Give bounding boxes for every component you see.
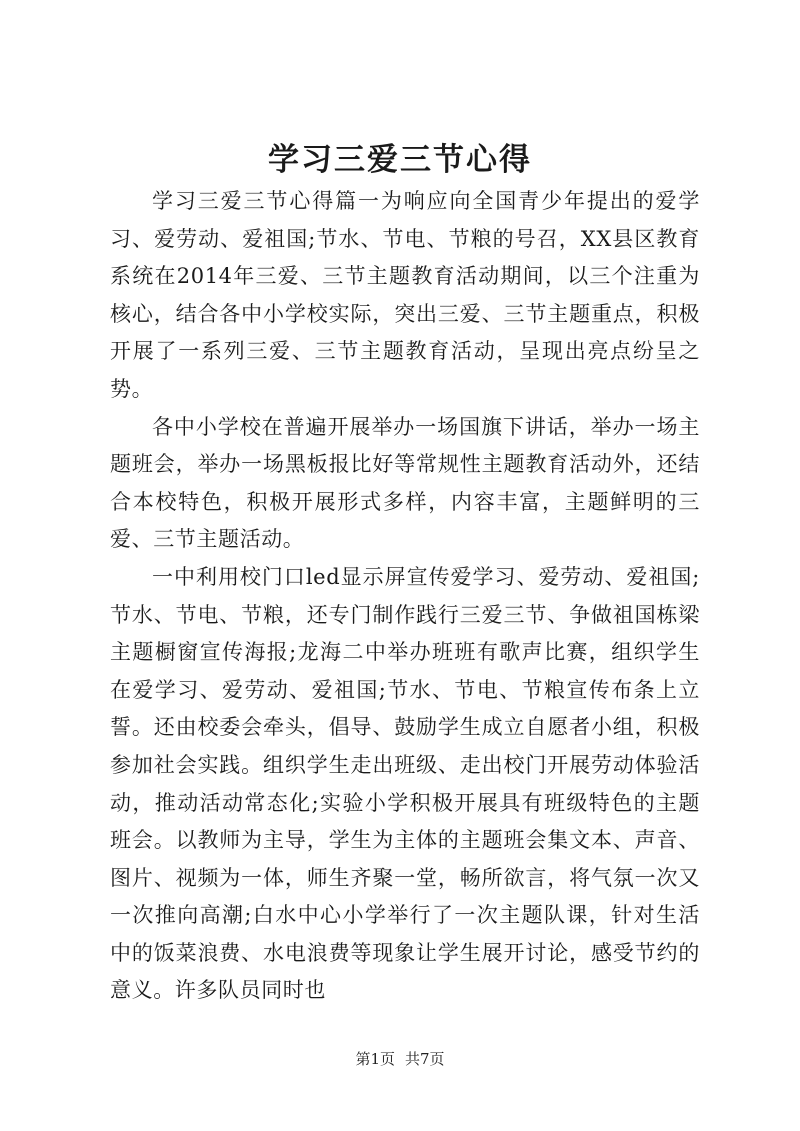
page-footer [0, 1049, 800, 1069]
paragraph-3: 一中利用校门口led显示屏宣传爱学习、爱劳动、爱祖国;节水、节电、节粮，还专门制作践行三爱三节、争做祖国栋梁主题橱窗宣传海报;龙海二中举办班班有歌声比赛，组织学生在爱学习、爱劳动、爱祖国;节水、节电、节粮宣传布条上立誓。还由校委会牵头，倡导、鼓励学生成立自愿者小组，积极参加社会实践。组织学生走出班级、走出校门开展劳动体验活动，推动活动常态化;实验小学积极开展具有班级特色的主题班会。以教师为主导，学生为主体的主题班会集文本、声音、图片、视频为一体，师生齐聚一堂，畅所欲言，将气氛一次又一次推向高潮;白水中心小学举行了一次主题队课，针对生活中的饭菜浪费、水电浪费等现象让学生展开讨论，感受节约的意义。许多队员同时也 [110, 564, 700, 1003]
total-pages: 共7页 [405, 1050, 445, 1068]
paragraph-1: 学习三爱三节心得篇一为响应向全国青少年提出的爱学习、爱劳动、爱祖国;节水、节电、节粮的号召，XX县区教育系统在2014年三爱、三节主题教育活动期间，以三个注重为核心，结合各中小学校实际，突出三爱、三节主题重点，积极开展了一系列三爱、三节主题教育活动，呈现出亮点纷呈之势。 [110, 189, 700, 401]
document-title: 学习三爱三节心得 [268, 142, 532, 178]
page-number: 第1页 [355, 1050, 395, 1068]
document-body [110, 183, 700, 1010]
paragraph-2: 各中小学校在普遍开展举办一场国旗下讲话，举办一场主题班会，举办一场黑板报比好等常规性主题教育活动外，还结合本校特色，积极开展形式多样，内容丰富，主题鲜明的三爱、三节主题活动。 [110, 414, 700, 552]
